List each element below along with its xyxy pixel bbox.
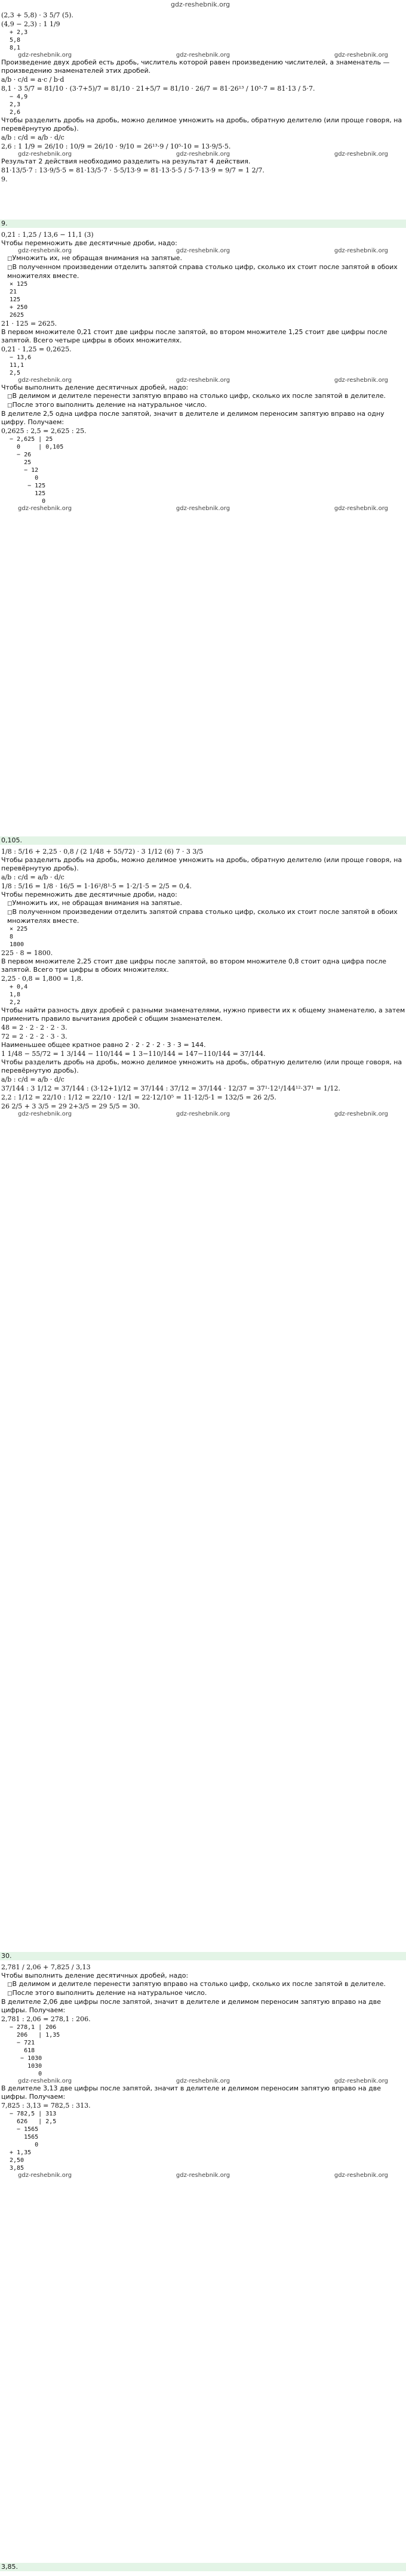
bullet-item: □ Умножить их, не обращая внимания на запятые. [0, 254, 406, 263]
watermark: gdz-reshebnik.org [18, 248, 72, 254]
calculation: 7,825 : 3,13 = 782,5 : 313. [1, 2102, 91, 2109]
bullet-item: □ В полученном произведении отделить запятой справа столько цифр, сколько их стоит после запятой в обоих множителях вместе. [0, 263, 406, 280]
watermark: gdz-reshebnik.org [176, 1111, 230, 1117]
calculation: 72 = 2 · 2 · 2 · 3 · 3. [1, 1033, 67, 1040]
expression: 1/8 : 5/16 + 2,25 · 0,8 / (2 1/48 + 55/72) · 3 1/12 (6) 7 · 3 3/5 [1, 848, 204, 855]
column-multiplication: × 125 21 125 + 250 2625 [10, 281, 28, 319]
watermark: gdz-reshebnik.org [176, 2078, 230, 2084]
rule-text: Чтобы разделить дробь на дробь, можно делимое умножить на дробь, обратную делителю (или проще говоря, на перевёрнутую дробь). [1, 856, 402, 872]
watermark: gdz-reshebnik.org [176, 505, 230, 512]
long-division: − 2,625 | 25 0 | 0,105 − 26 25 − 12 0 − 125 125 0 [10, 436, 64, 505]
section-task-8 [0, 11, 406, 184]
watermark: gdz-reshebnik.org [18, 2172, 72, 2179]
calculation: 0,2625 : 2,5 = 2,625 : 25. [1, 427, 87, 435]
calculation: 1/8 : 5/16 = 1/8 · 16/5 = 1·16²/8¹·5 = 1·2/1·5 = 2/5 = 0,4. [1, 882, 192, 890]
bullet-item: □ В делимом и делителе перенести запятую вправо на столько цифр, сколько их после запятой в делителе. [0, 1980, 406, 1989]
watermark: gdz-reshebnik.org [334, 151, 388, 157]
watermark: gdz-reshebnik.org [18, 2078, 72, 2084]
answer-band: 0,105. [0, 836, 406, 845]
watermark: gdz-reshebnik.org [18, 505, 72, 512]
watermark: gdz-reshebnik.org [334, 2078, 388, 2084]
column-addition: + 0,4 1,8 2,2 [10, 984, 28, 1006]
explanation-text: Наименьшее общее кратное равно 2 · 2 · 2 · 2 · 3 · 3 = 144. [1, 1041, 206, 1049]
watermark: gdz-reshebnik.org [18, 52, 72, 58]
answer-band: 30. [0, 1952, 406, 1960]
calculation: 1 1/48 − 55/72 = 1 3/144 − 110/144 = 1 3−110/144 = 147−110/144 = 37/144. [1, 1050, 266, 1058]
calculation: 8,1 · 3 5/7 = 81/10 · (3·7+5)/7 = 81/10 · 21+5/7 = 81/10 · 26/7 = 81·26¹³ / 10⁵·7 = 81·13 / 5·7. [1, 85, 315, 92]
bullet-item: □ После этого выполнить деление на натуральное число. [0, 401, 406, 410]
watermark: gdz-reshebnik.org [334, 52, 388, 58]
watermark: gdz-reshebnik.org [176, 52, 230, 58]
calculation: 2,781 : 2,06 = 278,1 : 206. [1, 2015, 91, 2023]
watermark: gdz-reshebnik.org [18, 1111, 72, 1117]
calculation: 2,25 · 0,8 = 1,800 = 1,8. [1, 975, 84, 983]
calculation: 81·13/5·7 : 13·9/5·5 = 81·13/5·7 · 5·5/13·9 = 81·13·5·5 / 5·7·13·9 = 9/7 = 1 2/7. [1, 166, 264, 174]
column-addition: + 1,35 2,50 3,85 [10, 2149, 32, 2172]
instruction-text: Результат 2 действия необходимо разделить на результат 4 действия. [1, 157, 251, 165]
rule-text: Чтобы найти разность двух дробей с разными знаменателями, нужно привести их к общему знаменателю, а затем применить правило вычитания дробей с общим знаменателем. [1, 1006, 405, 1023]
explanation-text: В делителе 2,5 одна цифра после запятой, значит в делителе и делимом переносим запятую вправо на одну цифру. Получаем: [1, 410, 385, 426]
calculation: 48 = 2 · 2 · 2 · 2 · 3. [1, 1024, 67, 1031]
explanation-text: В первом множителе 2,25 стоит две цифры после запятой, во втором множителе 0,8 стоит одна цифра после запятой. Всего три цифры в обоих множителях. [1, 957, 387, 974]
explanation-text: В делителе 2,06 две цифры после запятой, значит в делителе и делимом переносим запятую вправо на две цифры. Получаем: [1, 1998, 382, 2014]
rule-formula: a/b : c/d = a/b · d/c [1, 134, 64, 141]
section-task-6 [0, 847, 406, 1117]
calculation: 0,21 · 1,25 = 0,2625. [1, 345, 72, 353]
rule-formula: a/b : c/d = a/b · d/c [1, 873, 64, 881]
instruction-text: Чтобы перемножить две десятичные дроби, надо: [1, 891, 177, 898]
explanation-text: В первом множителе 0,21 стоит две цифры после запятой, во втором множителе 1,25 стоит две цифры после запятой. Всего четыре цифры в обоих множителях. [1, 328, 387, 344]
bullet-item: □ В полученном произведении отделить запятой справа столько цифр, сколько их стоит после запятой в обоих множителях вместе. [0, 908, 406, 925]
watermark: gdz-reshebnik.org [176, 377, 230, 384]
bullet-item: □ После этого выполнить деление на натуральное число. [0, 1989, 406, 1998]
watermark: gdz-reshebnik.org [176, 248, 230, 254]
watermark: gdz-reshebnik.org [18, 377, 72, 384]
column-subtraction: − 4,9 2,3 2,6 [10, 94, 28, 116]
watermark: gdz-reshebnik.org [334, 2172, 388, 2179]
calculation: 2,2 : 1/12 = 22/10 : 1/12 = 22/10 · 12/1 = 22·12/10⁵ = 11·12/5·1 = 132/5 = 26 2/5. [1, 1094, 276, 1101]
rule-formula: a/b : c/d = a/b · d/c [1, 1076, 64, 1083]
rule-formula: a/b · c/d = a·c / b·d [1, 76, 64, 84]
watermark: gdz-reshebnik.org [334, 377, 388, 384]
watermark: gdz-reshebnik.org [334, 1111, 388, 1117]
calculation: 2,6 : 1 1/9 = 26/10 : 10/9 = 26/10 · 9/10 = 26¹³·9 / 10⁵·10 = 13·9/5·5. [1, 143, 231, 150]
watermark: gdz-reshebnik.org [176, 151, 230, 157]
watermark: gdz-reshebnik.org [18, 151, 72, 157]
rule-text: Чтобы разделить дробь на дробь, можно делимое умножить на дробь, обратную делителю (или проще говоря, на перевёрнутую дробь). [1, 116, 402, 132]
expression: 2,781 / 2,06 + 7,825 / 3,13 [1, 1963, 91, 1971]
instruction-text: Чтобы выполнить деление десятичных дробей, надо: [1, 384, 189, 391]
long-division: − 278,1 | 206 206 | 1,35 − 721 618 − 1030 1030 0 [10, 2024, 60, 2077]
long-division: − 782,5 | 313 626 | 2,5 − 1565 1565 0 [10, 2111, 57, 2148]
column-subtraction: − 13,6 11,1 2,5 [10, 354, 32, 376]
calculation: 21 · 125 = 2625. [1, 320, 57, 328]
instruction-text: Чтобы выполнить деление десятичных дробей, надо: [1, 1972, 189, 1979]
rule-text: Произведение двух дробей есть дробь, числитель которой равен произведению числителей, а знаменатель — произведению знаменателей этих дробей. [1, 58, 390, 75]
expression: (2,3 + 5,8) · 3 5/7 (5). [1, 11, 74, 19]
explanation-text: В делителе 3,13 две цифры после запятой, значит в делителе и делимом переносим запятую вправо на две цифры. Получаем: [1, 2084, 382, 2101]
column-multiplication: × 225 8 1800 [10, 926, 28, 948]
watermark: gdz-reshebnik.org [334, 505, 388, 512]
calculation: 225 · 8 = 1800. [1, 949, 53, 957]
column-addition: + 2,3 5,8 8,1 [10, 29, 28, 51]
section-task-9 [0, 230, 406, 512]
calculation: 26 2/5 + 3 3/5 = 29 2+3/5 = 29 5/5 = 30. [1, 1102, 140, 1110]
calculation: 37/144 : 3 1/12 = 37/144 : (3·12+1)/12 = 37/144 : 37/12 = 37/144 · 12/37 = 37¹·12¹/144¹²·37¹ = 1/12. [1, 1085, 340, 1092]
bullet-item: □ В делимом и делителе перенести запятую вправо на столько цифр, сколько их после запятой в делителе. [0, 392, 406, 401]
expression-part: (4,9 − 2,3) : 1 1/9 [1, 20, 60, 28]
section-task-7 [0, 1963, 406, 2179]
answer: 9. [1, 175, 8, 183]
rule-text: Чтобы разделить дробь на дробь, можно делимое умножить на дробь, обратную делителю (или проще говоря, на перевёрнутую дробь). [1, 1058, 402, 1074]
watermark: gdz-reshebnik.org [334, 248, 388, 254]
answer-band: 9. [0, 220, 406, 228]
watermark-top[interactable]: gdz-reshebnik.org [171, 1, 230, 8]
answer-band: 3,85. [0, 2563, 406, 2571]
bullet-item: □ Умножить их, не обращая внимания на запятые. [0, 899, 406, 908]
expression: 0,21 : 1,25 / 13,6 − 11,1 (3) [1, 231, 94, 239]
instruction-text: Чтобы перемножить две десятичные дроби, надо: [1, 239, 177, 247]
watermark: gdz-reshebnik.org [176, 2172, 230, 2179]
